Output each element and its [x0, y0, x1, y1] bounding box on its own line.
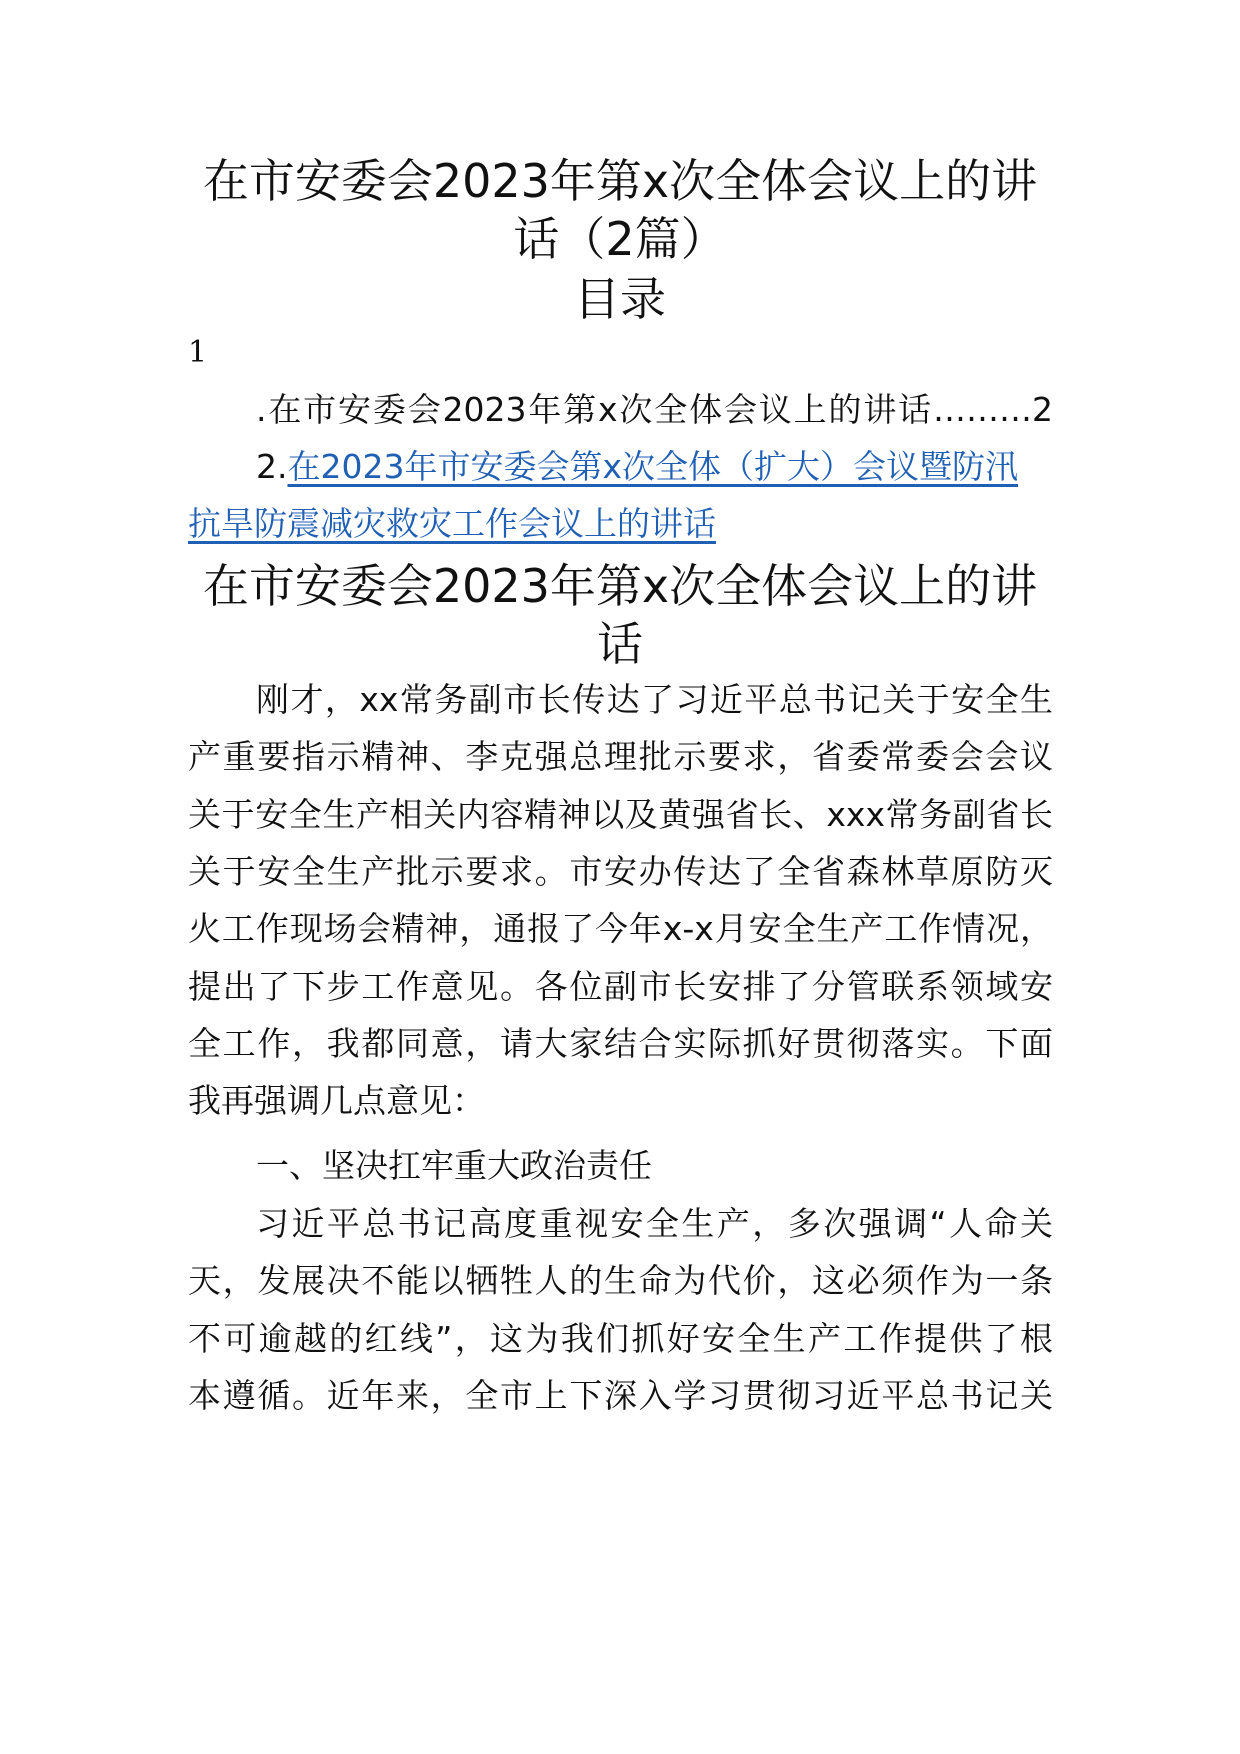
toc-item-2-prefix: 2. [256, 447, 288, 486]
paragraph-1-line-4: 关于安全生产批示要求。市安办传达了全省森林草原防灭 [188, 852, 1053, 891]
document-title-line-1: 在市安委会2023年第x次全体会议上的讲 [202, 154, 1038, 208]
speech-title-line-2: 话 [597, 617, 643, 671]
toc-item-2-line-2[interactable] [188, 504, 1053, 543]
toc-heading: 目录 [574, 272, 666, 326]
paragraph-1-line-7: 全工作，我都同意，请大家结合实际抓好贯彻落实。下面 [188, 1024, 1053, 1063]
paragraph-2-line-4: 本遵循。近年来，全市上下深入学习贯彻习近平总书记关 [188, 1376, 1053, 1415]
paragraph-1-line-2: 产重要指示精神、李克强总理批示要求，省委常委会会议 [188, 737, 1053, 776]
toc-item-2-link-continued[interactable]: 抗旱防震减灾救灾工作会议上的讲话 [188, 504, 716, 543]
paragraph-1-line-3: 关于安全生产相关内容精神以及黄强省长、xxx常务副省长 [188, 795, 1053, 834]
toc-item-2-line-1[interactable] [256, 447, 1053, 486]
paragraph-2-line-2: 天，发展决不能以牺牲人的生命为代价，这必须作为一条 [188, 1261, 1053, 1300]
section-heading-1: 一、坚决扛牢重大政治责任 [256, 1146, 652, 1185]
paragraph-1-line-6: 提出了下步工作意见。各位副市长安排了分管联系领域安 [188, 967, 1053, 1006]
paragraph-1-line-5: 火工作现场会精神，通报了今年x-x月安全生产工作情况， [188, 909, 1053, 948]
paragraph-1-line-1: 刚才，xx常务副市长传达了习近平总书记关于安全生 [256, 680, 1053, 719]
document-title-line-2: 话（2篇） [513, 212, 727, 266]
paragraph-1-line-8: 我再强调几点意见： [188, 1081, 485, 1120]
speech-title-line-1: 在市安委会2023年第x次全体会议上的讲 [202, 559, 1038, 613]
toc-item-1[interactable]: .在市安委会2023年第x次全体会议上的讲话………2 [256, 390, 1053, 429]
toc-number: 1 [188, 335, 208, 370]
paragraph-2-line-3: 不可逾越的红线”，这为我们抓好安全生产工作提供了根 [188, 1319, 1053, 1358]
paragraph-2-line-1: 习近平总书记高度重视安全生产，多次强调“人命关 [256, 1204, 1053, 1243]
toc-item-2-link[interactable]: 在2023年市安委会第x次全体（扩大）会议暨防汛 [287, 447, 1019, 486]
